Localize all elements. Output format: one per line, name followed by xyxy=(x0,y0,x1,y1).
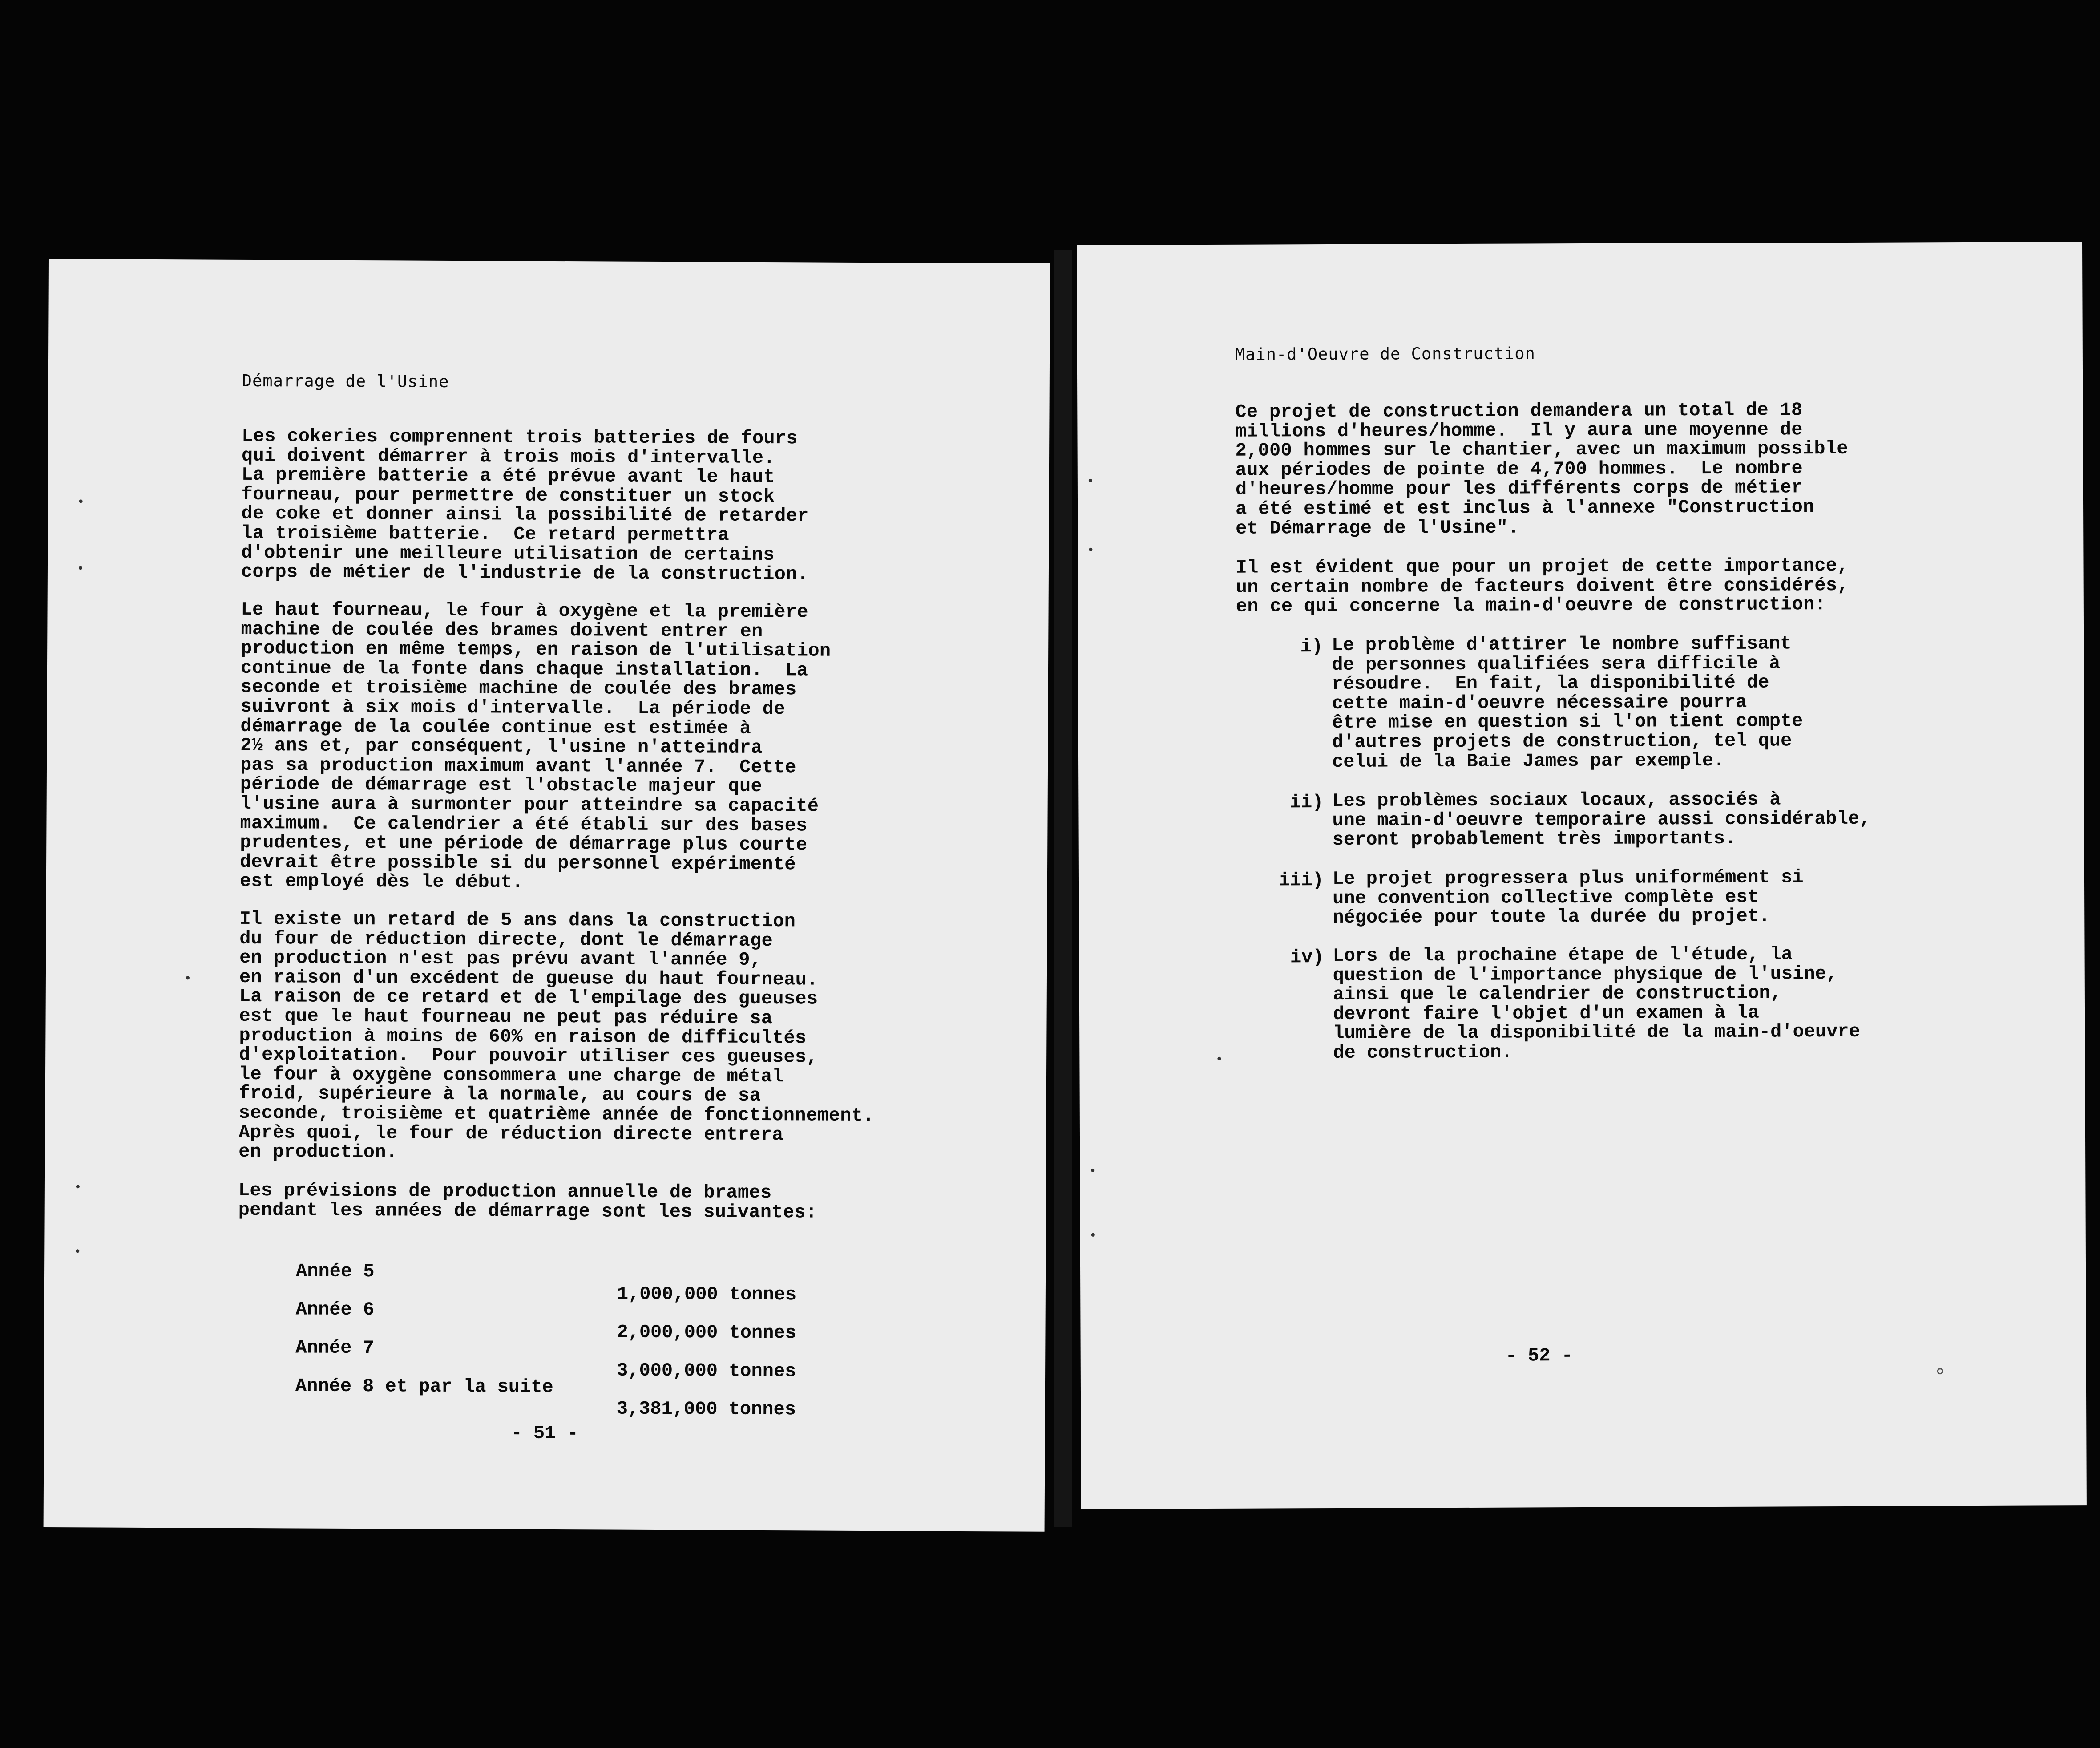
page-gutter xyxy=(1054,250,1072,1527)
paragraph-previsions: Les prévisions de production annuelle de brames pendant les années de démarrage sont les suivantes: xyxy=(238,1179,817,1223)
list-text: Lors de la prochaine étape de l'étude, la question de l'importance physique de l'usine, ainsi que le calendrier de construction, devront faire l'objet d'un examen à la lumière de la disponibilité de la main-d'oeuvre de construction. xyxy=(1333,943,1860,1064)
paragraph-retard: Il existe un retard de 5 ans dans la construction du four de réduction directe, dont le démarrage en production n'est pas prévu avant l'année 9, en raison d'un excédent de gueuse du haut fourneau. La raison de ce retard et de l'empilage des gueuses est que le haut fourneau ne peut pas réduire sa production à moins de 60% en raison de difficultés d'exploitation. Pour pouvoir utiliser ces gueuses, le four à oxygène consommera une charge de métal froid, supérieure à la normale, au cours de sa seconde, troisième et quatrième année de fonctionnement. Après quoi, le four de réduction directe entrera en production. xyxy=(238,908,874,1163)
page-number: - 51 - xyxy=(511,1422,578,1445)
list-text: Le projet progressera plus uniformément si une convention collective complète est négociée pour toute la durée du projet. xyxy=(1332,866,1804,929)
production-year: Année 8 et par la suite xyxy=(295,1375,553,1398)
scan-speck xyxy=(76,1185,80,1188)
paragraph-haut-fourneau: Le haut fourneau, le four à oxygène et la première machine de coulée des brames doivent entrer en production en même temps, en raison de l'utilisation continue de la fonte dans chaque installation. La seconde et troisième machine de coulée des brames suivront à six mois d'intervalle. La période de démarrage de la coulée continue est estimée à 2½ ans et, par conséquent, l'usine n'atteindra pas sa production maximum avant l'année 7. Cette période de démarrage est l'obstacle majeur que l'usine aura à surmonter pour atteindre sa capacité maximum. Ce calendrier a été établi sur des bases prudentes, et une période de démarrage plus courte devrait être possible si du personnel expérimenté est employé dès le début. xyxy=(239,599,831,893)
paragraph-evident: Il est évident que pour un projet de cette importance, un certain nombre de facteurs doivent être considérés, en ce qui concerne la main-d'oeuvre de construction: xyxy=(1236,554,1849,617)
list-numeral: iv) xyxy=(1290,947,1324,968)
paragraph-cokeries: Les cokeries comprennent trois batteries de fours qui doivent démarrer à trois mois d'intervalle. La première batterie a été prévue avant le haut fourneau, pour permettre de constituer un stock de coke et donner ainsi la possibilité de retarder la troisième batterie. Ce retard permettra d'obtenir une meilleure utilisation de certains corps de métier de l'industrie de la construction. xyxy=(241,425,809,585)
section-heading: Démarrage de l'Usine xyxy=(242,371,449,391)
page-number: - 52 - xyxy=(1505,1345,1573,1367)
production-quantity: 1,000,000 tonnes xyxy=(617,1283,797,1306)
page-52 xyxy=(1077,242,2087,1509)
list-numeral: ii) xyxy=(1289,792,1324,813)
page-51 xyxy=(44,259,1050,1532)
scan-speck xyxy=(1089,479,1092,482)
production-year: Année 6 xyxy=(295,1299,375,1321)
production-year: Année 7 xyxy=(295,1337,374,1359)
paragraph-projet: Ce projet de construction demandera un total de 18 millions d'heures/homme. Il y aura une moyenne de 2,000 hommes sur le chantier, avec un maximum possible aux périodes de pointe de 4,700 hommes. Le nombre d'heures/homme pour les différents corps de métier a été estimé et est inclus à l'annexe "Construction et Démarrage de l'Usine". xyxy=(1235,399,1848,539)
production-quantity: 3,381,000 tonnes xyxy=(616,1398,796,1420)
production-quantity: 2,000,000 tonnes xyxy=(617,1321,796,1344)
list-text: Le problème d'attirer le nombre suffisant de personnes qualifiées sera difficile à résoudre. En fait, la disponibilité de cette main-d'oeuvre nécessaire pourra être mise en question si l'on tient compte d'autres projets de construction, tel que celui de la Baie James par exemple. xyxy=(1332,633,1803,773)
list-text: Les problèmes sociaux locaux, associés à une main-d'oeuvre temporaire aussi considérable, seront probablement très importants. xyxy=(1332,789,1871,851)
list-numeral: i) xyxy=(1300,636,1323,658)
scan-speck xyxy=(76,1249,79,1253)
scan-speck xyxy=(79,566,82,570)
scan-speck xyxy=(1091,1233,1095,1237)
section-heading: Main-d'Oeuvre de Construction xyxy=(1235,344,1535,364)
scan-speck xyxy=(1937,1368,1943,1374)
scan-speck xyxy=(1089,548,1092,551)
scan-speck xyxy=(79,499,83,503)
scan-speck xyxy=(1091,1169,1094,1172)
production-quantity: 3,000,000 tonnes xyxy=(617,1360,796,1382)
list-numeral: iii) xyxy=(1279,870,1324,891)
scan-speck xyxy=(1217,1057,1221,1060)
production-year: Année 5 xyxy=(295,1260,375,1283)
scan-speck xyxy=(186,976,190,979)
